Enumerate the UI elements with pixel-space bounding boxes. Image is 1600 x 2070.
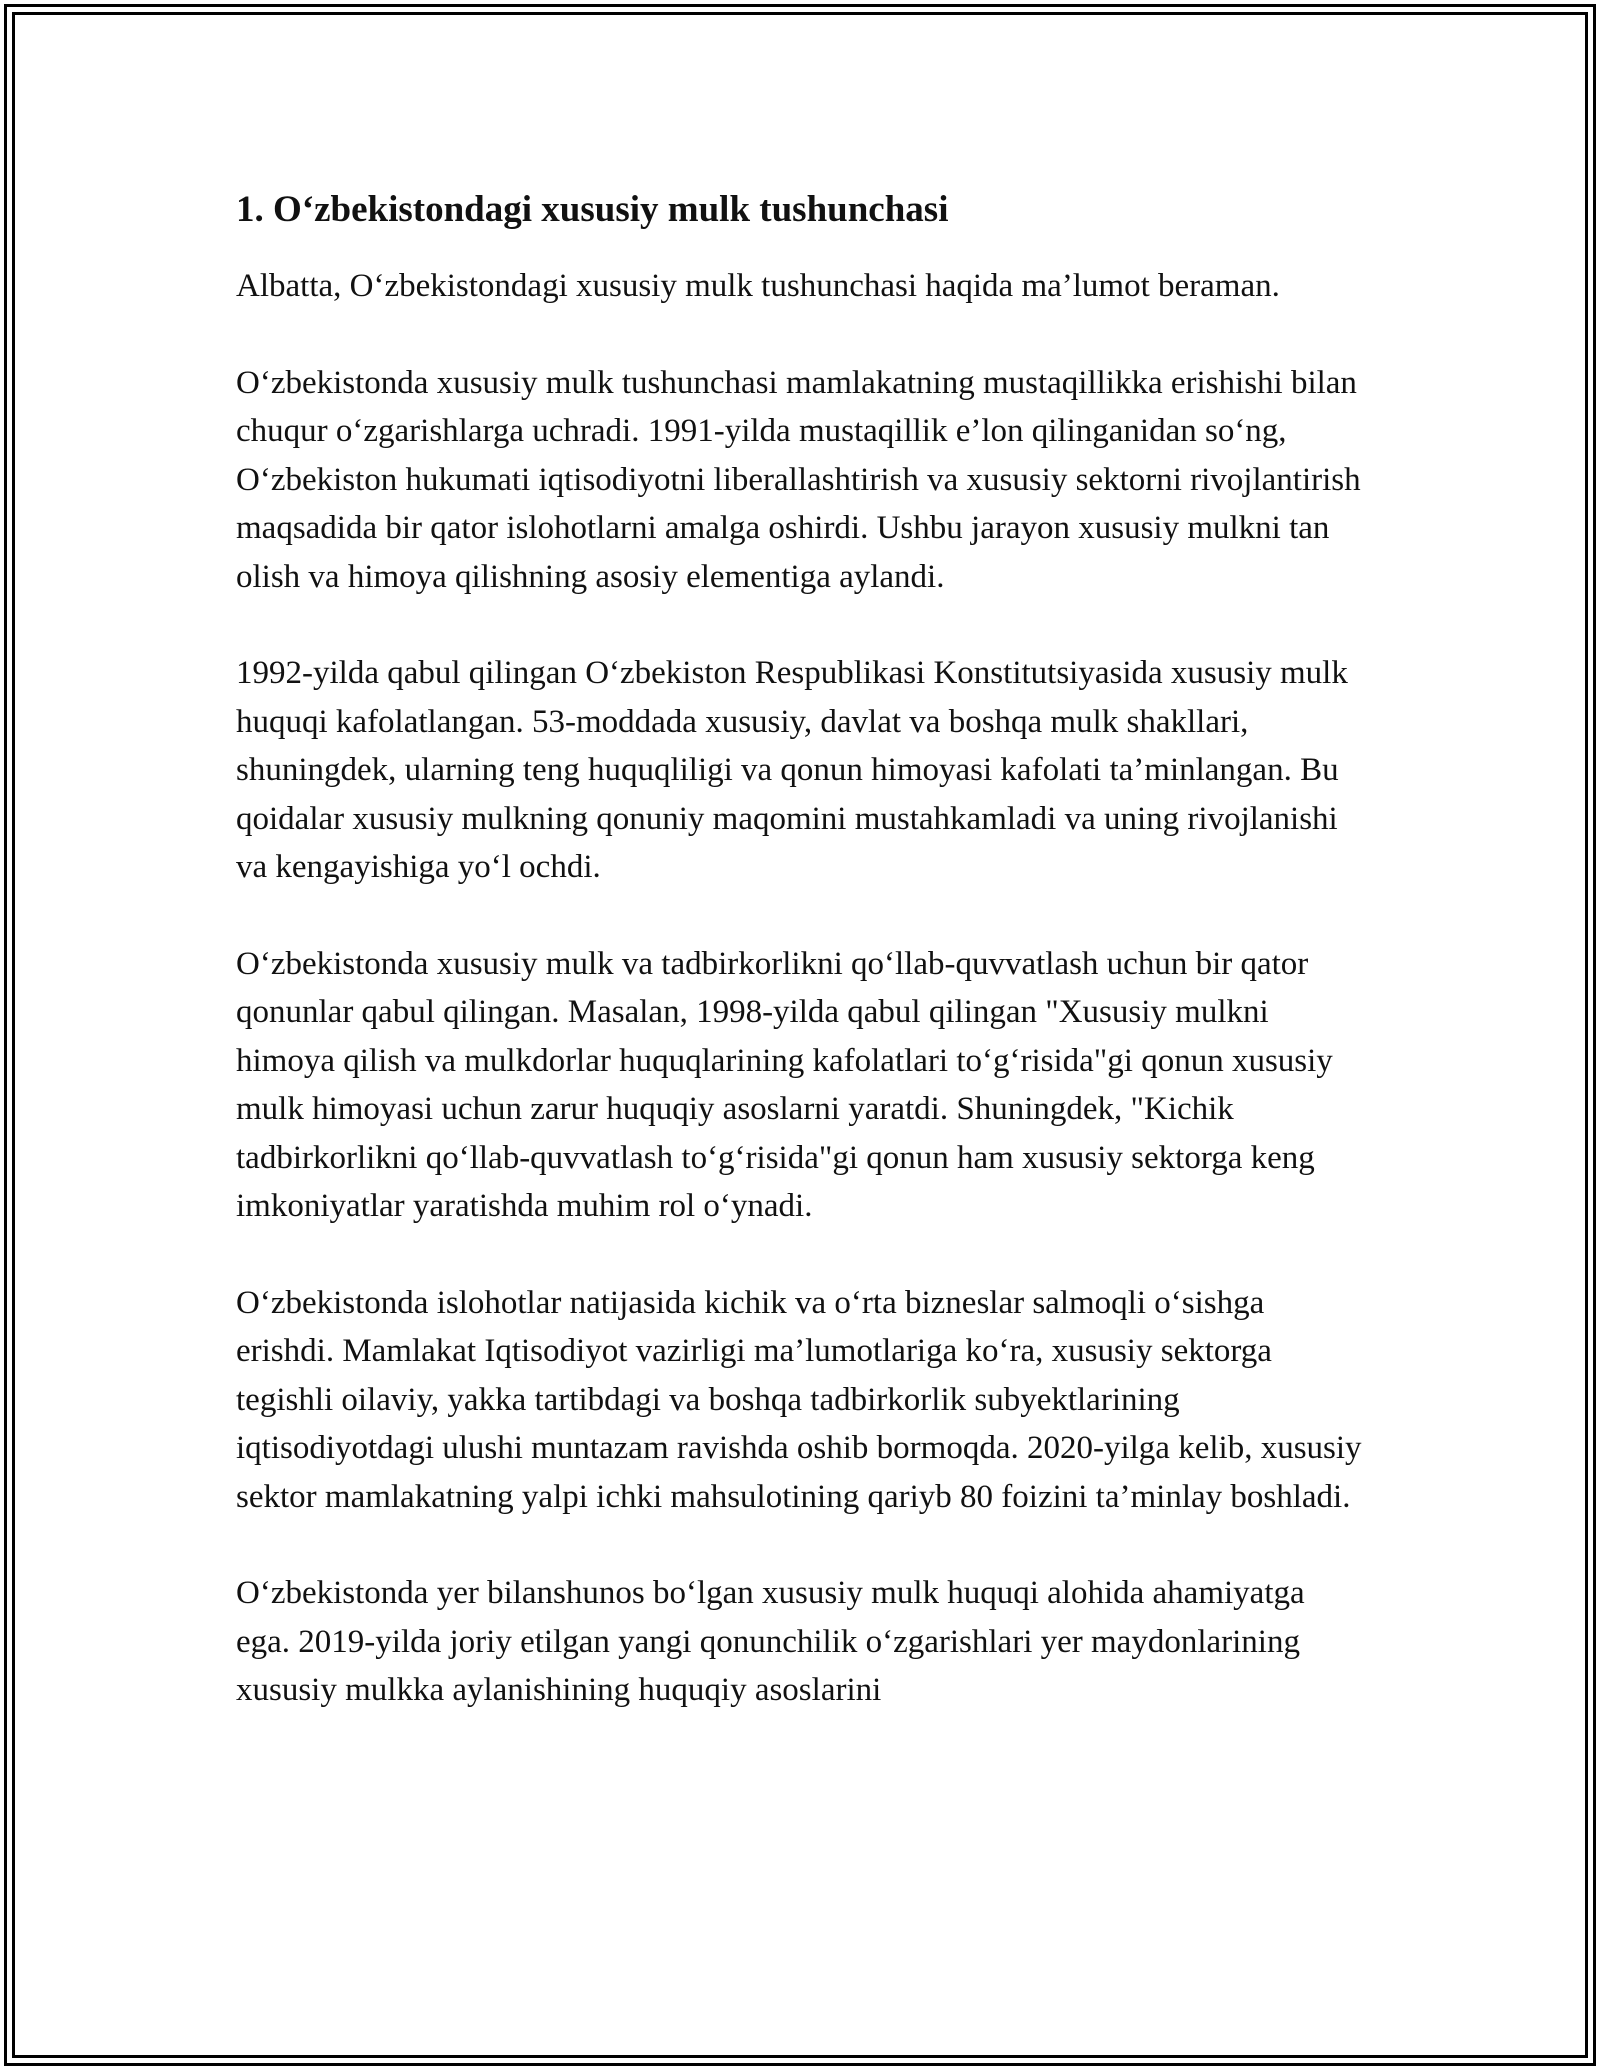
paragraph-laws: O‘zbekistonda xususiy mulk va tadbirkorlikni qo‘llab-quvvatlash uchun bir qator qonunlar qabul qilingan. Masalan, 1998-yilda qabul qilingan "Xususiy mulkni himoya qilish va mulkdorlar huquqlarining kafolatlari to‘g‘risida"gi qonun xususiy mulk himoyasi uchun zarur huquqiy asoslarni yaratdi. Shuningdek, "Kichik tadbirkorlikni qo‘llab-quvvatlash to‘g‘risida"gi qonun ham xususiy sektorga keng imkoniyatlar yaratishda muhim rol o‘ynadi. (236, 945, 1333, 1224)
section-heading: 1. O‘zbekistondagi xususiy mulk tushunchasi (236, 189, 949, 230)
paragraph-constitution: 1992-yilda qabul qilingan O‘zbekiston Respublikasi Konstitutsiyasida xususiy mulk huquqi kafolatlangan. 53-moddada xususiy, davlat va boshqa mulk shakllari, shuningdek, ularning teng huquqliligi va qonun himoyasi kafolati ta’minlangan. Bu qoidalar xususiy mulkning qonuniy maqomini mustahkamladi va uning rivojlanishi va kengayishiga yo‘l ochdi. (236, 655, 1348, 885)
paragraph-business-growth: O‘zbekistonda islohotlar natijasida kichik va o‘rta bizneslar salmoqli o‘sishga erishdi. Mamlakat Iqtisodiyot vazirligi ma’lumotlariga ko‘ra, xususiy sektorga tegishli oilaviy, yakka tartibdagi va boshqa tadbirkorlik subyektlarining iqtisodiyotdagi ulushi muntazam ravishda oshib bormoqda. 2020-yilga kelib, xususiy sektor mamlakatning yalpi ichki mahsulotining qariyb 80 foizini ta’minlay boshladi. (236, 1284, 1362, 1515)
paragraph-land-rights: O‘zbekistonda yer bilanshunos bo‘lgan xususiy mulk huquqi alohida ahamiyatga ega. 2019-yilda joriy etilgan yangi qonunchilik o‘zgarishlari yer maydonlarining xususiy mulkka aylanishining huquqiy asoslarini (236, 1575, 1305, 1708)
paragraph-intro: Albatta, O‘zbekistondagi xususiy mulk tushunchasi haqida ma’lumot beraman. (236, 268, 1280, 304)
document-body (236, 186, 1366, 1763)
paragraph-independence: O‘zbekistonda xususiy mulk tushunchasi mamlakatning mustaqillikka erishishi bilan chuqur o‘zgarishlarga uchradi. 1991-yilda mustaqillik e’lon qilinganidan so‘ng, O‘zbekiston hukumati iqtisodiyotni liberallashtirish va xususiy sektorni rivojlantirish maqsadida bir qator islohotlarni amalga oshirdi. Ushbu jarayon xususiy mulkni tan olish va himoya qilishning asosiy elementiga aylandi. (236, 364, 1361, 595)
